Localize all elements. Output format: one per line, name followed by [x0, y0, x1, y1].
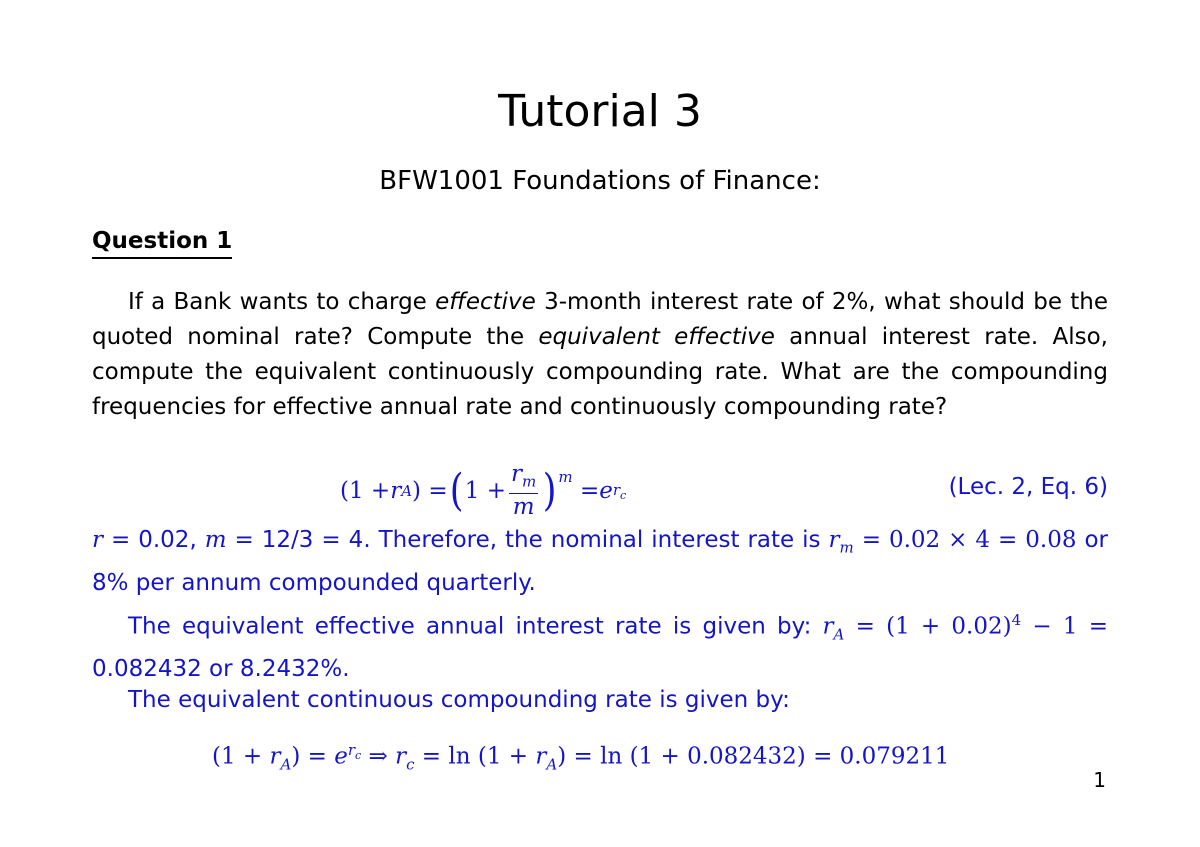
equation-label: (Lec. 2, Eq. 6) — [948, 474, 1108, 500]
answer-text: 0.082432 or 8.2432%. — [92, 656, 350, 683]
answer-text: or 8% per annum compounded quarterly. — [92, 527, 1108, 596]
question-text-part: annual interest rate. Also, compute the equivalent continuously compounding rate. What are the compounding frequencies for effective annual rate and continuously compounding rate? — [92, 324, 1108, 420]
question-text-part: If a Bank wants to charge — [128, 289, 436, 315]
fraction: $\frac{r_m}{m}$ — [511, 460, 537, 521]
answer-paragraph-2: The equivalent effective annual interest rate is given by: $r_A = (1 + 0.02)^4 - 1 = 0.082432$ or 8.2432%. — [92, 611, 1108, 683]
question-text-part: 3-month interest rate of 2%, what should be the quoted nominal rate? Compute the — [92, 289, 1108, 350]
continuous-rate-equation: $(1 + r_A) = e^{r_c}$ ⇒ $r_c = \ln (1 + r_A) = \ln (1 + 0.082432) = 0.079211$ — [212, 741, 950, 774]
compounding-equation: (1 + r A ) = ( 1 + $\frac{r_m}{m}$ ) $^m$ = e $r_c$ — [340, 460, 627, 521]
answer-paragraph-1: r = 0.02, m = 12/3 = 4. Therefore, the nominal interest rate is $r_m = 0.02 \times 4 = 0.08$ or 8% per annum compounded quarterly. — [92, 527, 1108, 596]
question-emphasis: equivalent effective — [538, 324, 775, 350]
page-title: Tutorial 3 — [498, 86, 702, 137]
answer-paragraph-3: The equivalent continuous compounding rate is given by: — [128, 687, 790, 713]
question-text — [92, 285, 1108, 425]
course-subtitle: BFW1001 Foundations of Finance: — [379, 166, 821, 196]
question-emphasis: effective — [435, 289, 536, 315]
answer-text: The equivalent effective annual interest rate is given by: — [128, 613, 823, 640]
page-number: 1 — [1093, 768, 1106, 792]
answer-text: . Therefore, the nominal interest rate is — [363, 527, 829, 553]
question-heading: Question 1 — [92, 226, 232, 259]
